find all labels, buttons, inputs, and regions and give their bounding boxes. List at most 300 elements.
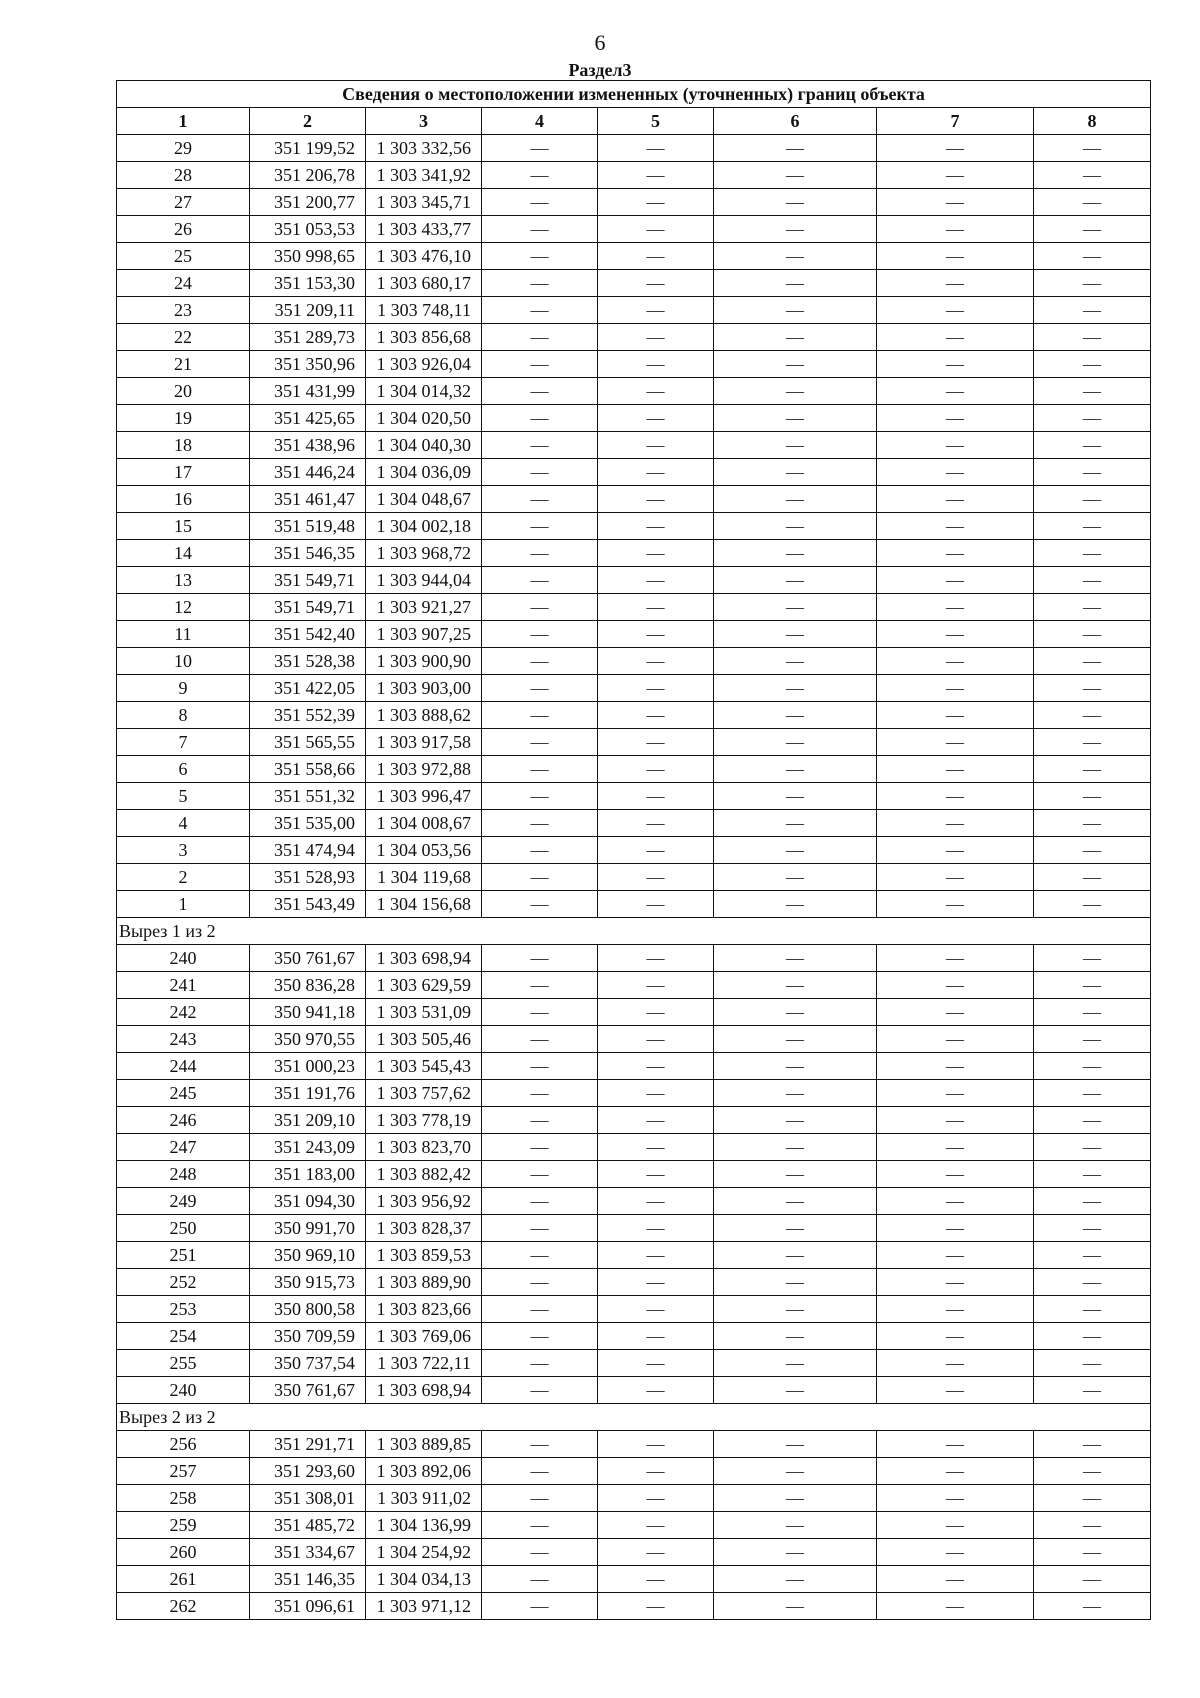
- empty-value-dash: —: [1034, 891, 1151, 918]
- empty-value-dash: —: [714, 297, 877, 324]
- table-row: [117, 1296, 1151, 1323]
- empty-value-dash: —: [598, 1053, 714, 1080]
- table-row: [117, 1485, 1151, 1512]
- table-row: [117, 1188, 1151, 1215]
- empty-value-dash: —: [482, 972, 598, 999]
- empty-value-dash: —: [482, 1215, 598, 1242]
- empty-value-dash: —: [1034, 162, 1151, 189]
- coord-y: 1 303 889,90: [366, 1269, 482, 1296]
- coord-x: 351 000,23: [250, 1053, 366, 1080]
- empty-value-dash: —: [482, 675, 598, 702]
- empty-value-dash: —: [482, 945, 598, 972]
- empty-value-dash: —: [714, 756, 877, 783]
- point-number: 252: [117, 1269, 250, 1296]
- empty-value-dash: —: [482, 1350, 598, 1377]
- empty-value-dash: —: [877, 648, 1034, 675]
- point-number: 12: [117, 594, 250, 621]
- coord-y: 1 303 823,70: [366, 1134, 482, 1161]
- coord-x: 351 485,72: [250, 1512, 366, 1539]
- coord-y: 1 303 778,19: [366, 1107, 482, 1134]
- empty-value-dash: —: [1034, 270, 1151, 297]
- coord-x: 350 970,55: [250, 1026, 366, 1053]
- empty-value-dash: —: [598, 459, 714, 486]
- empty-value-dash: —: [482, 432, 598, 459]
- empty-value-dash: —: [598, 837, 714, 864]
- coord-y: 1 303 698,94: [366, 945, 482, 972]
- empty-value-dash: —: [1034, 297, 1151, 324]
- coord-y: 1 304 048,67: [366, 486, 482, 513]
- coord-y: 1 303 911,02: [366, 1485, 482, 1512]
- table-row: [117, 567, 1151, 594]
- point-number: 4: [117, 810, 250, 837]
- empty-value-dash: —: [1034, 135, 1151, 162]
- table-row: [117, 513, 1151, 540]
- empty-value-dash: —: [877, 1377, 1034, 1404]
- empty-value-dash: —: [482, 1431, 598, 1458]
- table-row: [117, 729, 1151, 756]
- coord-y: 1 303 926,04: [366, 351, 482, 378]
- empty-value-dash: —: [482, 810, 598, 837]
- empty-value-dash: —: [598, 702, 714, 729]
- table-row: [117, 1161, 1151, 1188]
- empty-value-dash: —: [482, 1188, 598, 1215]
- empty-value-dash: —: [482, 1539, 598, 1566]
- point-number: 1: [117, 891, 250, 918]
- empty-value-dash: —: [1034, 972, 1151, 999]
- empty-value-dash: —: [714, 1485, 877, 1512]
- empty-value-dash: —: [1034, 1080, 1151, 1107]
- column-number: 1: [117, 108, 250, 135]
- coord-y: 1 303 748,11: [366, 297, 482, 324]
- point-number: 245: [117, 1080, 250, 1107]
- empty-value-dash: —: [714, 1080, 877, 1107]
- point-number: 10: [117, 648, 250, 675]
- coord-y: 1 303 505,46: [366, 1026, 482, 1053]
- empty-value-dash: —: [877, 1161, 1034, 1188]
- coord-x: 351 552,39: [250, 702, 366, 729]
- table-row: [117, 540, 1151, 567]
- empty-value-dash: —: [877, 837, 1034, 864]
- empty-value-dash: —: [714, 648, 877, 675]
- table-row: [117, 999, 1151, 1026]
- coord-y: 1 304 008,67: [366, 810, 482, 837]
- column-number: 4: [482, 108, 598, 135]
- table-row: [117, 378, 1151, 405]
- coord-y: 1 303 629,59: [366, 972, 482, 999]
- coord-y: 1 304 040,30: [366, 432, 482, 459]
- empty-value-dash: —: [598, 945, 714, 972]
- empty-value-dash: —: [482, 702, 598, 729]
- empty-value-dash: —: [482, 594, 598, 621]
- empty-value-dash: —: [598, 1215, 714, 1242]
- point-number: 243: [117, 1026, 250, 1053]
- empty-value-dash: —: [877, 135, 1034, 162]
- empty-value-dash: —: [598, 1269, 714, 1296]
- empty-value-dash: —: [1034, 351, 1151, 378]
- empty-value-dash: —: [877, 324, 1034, 351]
- coord-x: 351 146,35: [250, 1566, 366, 1593]
- empty-value-dash: —: [1034, 783, 1151, 810]
- empty-value-dash: —: [1034, 1188, 1151, 1215]
- point-number: 247: [117, 1134, 250, 1161]
- coord-x: 351 094,30: [250, 1188, 366, 1215]
- empty-value-dash: —: [877, 459, 1034, 486]
- empty-value-dash: —: [598, 648, 714, 675]
- empty-value-dash: —: [714, 324, 877, 351]
- empty-value-dash: —: [877, 1242, 1034, 1269]
- empty-value-dash: —: [714, 540, 877, 567]
- empty-value-dash: —: [714, 1053, 877, 1080]
- empty-value-dash: —: [714, 1593, 877, 1620]
- empty-value-dash: —: [482, 1080, 598, 1107]
- coord-y: 1 303 332,56: [366, 135, 482, 162]
- empty-value-dash: —: [598, 1161, 714, 1188]
- empty-value-dash: —: [1034, 1107, 1151, 1134]
- point-number: 19: [117, 405, 250, 432]
- empty-value-dash: —: [714, 459, 877, 486]
- empty-value-dash: —: [482, 1242, 598, 1269]
- empty-value-dash: —: [482, 1134, 598, 1161]
- coord-x: 351 474,94: [250, 837, 366, 864]
- empty-value-dash: —: [482, 1107, 598, 1134]
- empty-value-dash: —: [877, 1539, 1034, 1566]
- coord-y: 1 303 698,94: [366, 1377, 482, 1404]
- table-row: [117, 216, 1151, 243]
- column-number: 6: [714, 108, 877, 135]
- empty-value-dash: —: [877, 972, 1034, 999]
- empty-value-dash: —: [1034, 945, 1151, 972]
- table-row: [117, 1269, 1151, 1296]
- contour-subheader-row: [117, 1404, 1151, 1431]
- column-number: 8: [1034, 108, 1151, 135]
- empty-value-dash: —: [877, 594, 1034, 621]
- coord-y: 1 303 341,92: [366, 162, 482, 189]
- empty-value-dash: —: [877, 891, 1034, 918]
- empty-value-dash: —: [598, 378, 714, 405]
- coord-x: 351 350,96: [250, 351, 366, 378]
- empty-value-dash: —: [482, 459, 598, 486]
- empty-value-dash: —: [482, 1458, 598, 1485]
- coord-x: 351 549,71: [250, 594, 366, 621]
- empty-value-dash: —: [877, 243, 1034, 270]
- empty-value-dash: —: [598, 1512, 714, 1539]
- empty-value-dash: —: [1034, 486, 1151, 513]
- empty-value-dash: —: [598, 1377, 714, 1404]
- point-number: 260: [117, 1539, 250, 1566]
- table-row: [117, 783, 1151, 810]
- empty-value-dash: —: [877, 864, 1034, 891]
- empty-value-dash: —: [598, 513, 714, 540]
- empty-value-dash: —: [877, 1188, 1034, 1215]
- empty-value-dash: —: [877, 945, 1034, 972]
- empty-value-dash: —: [482, 1377, 598, 1404]
- empty-value-dash: —: [1034, 1458, 1151, 1485]
- column-number-row: [117, 108, 1151, 135]
- empty-value-dash: —: [598, 1134, 714, 1161]
- empty-value-dash: —: [482, 837, 598, 864]
- coord-y: 1 303 971,12: [366, 1593, 482, 1620]
- table-row: [117, 810, 1151, 837]
- empty-value-dash: —: [877, 810, 1034, 837]
- empty-value-dash: —: [714, 1539, 877, 1566]
- empty-value-dash: —: [714, 486, 877, 513]
- table-row: [117, 162, 1151, 189]
- empty-value-dash: —: [482, 1512, 598, 1539]
- table-row: [117, 1107, 1151, 1134]
- empty-value-dash: —: [598, 1296, 714, 1323]
- table-row: [117, 837, 1151, 864]
- empty-value-dash: —: [714, 1458, 877, 1485]
- coord-y: 1 304 053,56: [366, 837, 482, 864]
- coord-x: 351 183,00: [250, 1161, 366, 1188]
- empty-value-dash: —: [1034, 648, 1151, 675]
- empty-value-dash: —: [482, 297, 598, 324]
- coord-y: 1 304 020,50: [366, 405, 482, 432]
- empty-value-dash: —: [714, 837, 877, 864]
- empty-value-dash: —: [714, 216, 877, 243]
- table-row: [117, 648, 1151, 675]
- empty-value-dash: —: [598, 1026, 714, 1053]
- table-row: [117, 1026, 1151, 1053]
- empty-value-dash: —: [877, 675, 1034, 702]
- empty-value-dash: —: [877, 162, 1034, 189]
- empty-value-dash: —: [1034, 1431, 1151, 1458]
- empty-value-dash: —: [482, 216, 598, 243]
- coord-x: 351 438,96: [250, 432, 366, 459]
- empty-value-dash: —: [877, 1512, 1034, 1539]
- empty-value-dash: —: [1034, 1593, 1151, 1620]
- empty-value-dash: —: [877, 540, 1034, 567]
- table-row: [117, 1431, 1151, 1458]
- empty-value-dash: —: [598, 1242, 714, 1269]
- empty-value-dash: —: [598, 1539, 714, 1566]
- empty-value-dash: —: [877, 378, 1034, 405]
- empty-value-dash: —: [598, 189, 714, 216]
- empty-value-dash: —: [877, 216, 1034, 243]
- empty-value-dash: —: [714, 351, 877, 378]
- empty-value-dash: —: [598, 540, 714, 567]
- empty-value-dash: —: [1034, 1377, 1151, 1404]
- empty-value-dash: —: [714, 1323, 877, 1350]
- empty-value-dash: —: [1034, 1485, 1151, 1512]
- table-row: [117, 135, 1151, 162]
- point-number: 18: [117, 432, 250, 459]
- empty-value-dash: —: [1034, 1512, 1151, 1539]
- point-number: 27: [117, 189, 250, 216]
- empty-value-dash: —: [877, 405, 1034, 432]
- empty-value-dash: —: [598, 972, 714, 999]
- empty-value-dash: —: [1034, 1566, 1151, 1593]
- page-number: 6: [594, 30, 606, 55]
- coord-y: 1 303 903,00: [366, 675, 482, 702]
- point-number: 24: [117, 270, 250, 297]
- coord-y: 1 303 433,77: [366, 216, 482, 243]
- empty-value-dash: —: [714, 1377, 877, 1404]
- table-row: [117, 189, 1151, 216]
- empty-value-dash: —: [482, 621, 598, 648]
- coord-x: 351 431,99: [250, 378, 366, 405]
- coord-x: 351 199,52: [250, 135, 366, 162]
- empty-value-dash: —: [598, 135, 714, 162]
- empty-value-dash: —: [598, 324, 714, 351]
- empty-value-dash: —: [598, 1080, 714, 1107]
- empty-value-dash: —: [714, 1242, 877, 1269]
- empty-value-dash: —: [598, 1485, 714, 1512]
- table-row: [117, 1566, 1151, 1593]
- table-row: [117, 351, 1151, 378]
- coord-y: 1 303 956,92: [366, 1188, 482, 1215]
- coord-y: 1 303 972,88: [366, 756, 482, 783]
- coord-x: 351 153,30: [250, 270, 366, 297]
- coord-y: 1 303 856,68: [366, 324, 482, 351]
- empty-value-dash: —: [482, 648, 598, 675]
- coord-x: 351 565,55: [250, 729, 366, 756]
- point-number: 254: [117, 1323, 250, 1350]
- empty-value-dash: —: [598, 432, 714, 459]
- table-row: [117, 405, 1151, 432]
- coord-x: 351 243,09: [250, 1134, 366, 1161]
- empty-value-dash: —: [714, 729, 877, 756]
- empty-value-dash: —: [714, 1431, 877, 1458]
- empty-value-dash: —: [598, 216, 714, 243]
- empty-value-dash: —: [1034, 1269, 1151, 1296]
- coord-x: 351 528,38: [250, 648, 366, 675]
- point-number: 251: [117, 1242, 250, 1269]
- point-number: 5: [117, 783, 250, 810]
- coord-y: 1 303 996,47: [366, 783, 482, 810]
- table-row: [117, 1215, 1151, 1242]
- empty-value-dash: —: [1034, 1053, 1151, 1080]
- empty-value-dash: —: [714, 1161, 877, 1188]
- coord-x: 351 446,24: [250, 459, 366, 486]
- point-number: 11: [117, 621, 250, 648]
- empty-value-dash: —: [598, 621, 714, 648]
- table-row: [117, 1323, 1151, 1350]
- coord-x: 350 998,65: [250, 243, 366, 270]
- coord-y: 1 303 917,58: [366, 729, 482, 756]
- point-number: 28: [117, 162, 250, 189]
- table-row: [117, 243, 1151, 270]
- empty-value-dash: —: [1034, 459, 1151, 486]
- point-number: 15: [117, 513, 250, 540]
- coord-x: 351 425,65: [250, 405, 366, 432]
- empty-value-dash: —: [877, 999, 1034, 1026]
- empty-value-dash: —: [714, 810, 877, 837]
- coord-x: 350 761,67: [250, 945, 366, 972]
- point-number: 244: [117, 1053, 250, 1080]
- table-row: [117, 459, 1151, 486]
- empty-value-dash: —: [482, 567, 598, 594]
- contour-subheader-row: [117, 918, 1151, 945]
- empty-value-dash: —: [877, 1080, 1034, 1107]
- empty-value-dash: —: [714, 567, 877, 594]
- empty-value-dash: —: [482, 1485, 598, 1512]
- coord-x: 350 969,10: [250, 1242, 366, 1269]
- empty-value-dash: —: [714, 513, 877, 540]
- empty-value-dash: —: [598, 567, 714, 594]
- point-number: 240: [117, 945, 250, 972]
- table-row: [117, 702, 1151, 729]
- empty-value-dash: —: [1034, 405, 1151, 432]
- point-number: 14: [117, 540, 250, 567]
- empty-value-dash: —: [1034, 378, 1151, 405]
- empty-value-dash: —: [877, 1269, 1034, 1296]
- column-number: 3: [366, 108, 482, 135]
- empty-value-dash: —: [877, 1566, 1034, 1593]
- empty-value-dash: —: [1034, 243, 1151, 270]
- empty-value-dash: —: [482, 135, 598, 162]
- table-row: [117, 945, 1151, 972]
- table-row: [117, 270, 1151, 297]
- empty-value-dash: —: [877, 351, 1034, 378]
- empty-value-dash: —: [598, 486, 714, 513]
- empty-value-dash: —: [482, 1593, 598, 1620]
- table-row: [117, 1512, 1151, 1539]
- empty-value-dash: —: [482, 1161, 598, 1188]
- table-row: [117, 1593, 1151, 1620]
- coord-x: 351 334,67: [250, 1539, 366, 1566]
- point-number: 17: [117, 459, 250, 486]
- coord-y: 1 303 757,62: [366, 1080, 482, 1107]
- table-row: [117, 1080, 1151, 1107]
- point-number: 253: [117, 1296, 250, 1323]
- empty-value-dash: —: [877, 486, 1034, 513]
- coord-y: 1 304 156,68: [366, 891, 482, 918]
- point-number: 249: [117, 1188, 250, 1215]
- coord-y: 1 304 034,13: [366, 1566, 482, 1593]
- coord-x: 351 191,76: [250, 1080, 366, 1107]
- empty-value-dash: —: [877, 270, 1034, 297]
- empty-value-dash: —: [1034, 837, 1151, 864]
- point-number: 3: [117, 837, 250, 864]
- empty-value-dash: —: [482, 756, 598, 783]
- empty-value-dash: —: [598, 729, 714, 756]
- empty-value-dash: —: [714, 162, 877, 189]
- empty-value-dash: —: [482, 540, 598, 567]
- coord-y: 1 304 254,92: [366, 1539, 482, 1566]
- empty-value-dash: —: [877, 1053, 1034, 1080]
- empty-value-dash: —: [598, 1188, 714, 1215]
- table-row: [117, 1350, 1151, 1377]
- empty-value-dash: —: [877, 1431, 1034, 1458]
- coord-y: 1 304 119,68: [366, 864, 482, 891]
- empty-value-dash: —: [1034, 567, 1151, 594]
- table-row: [117, 1134, 1151, 1161]
- empty-value-dash: —: [877, 1485, 1034, 1512]
- point-number: 259: [117, 1512, 250, 1539]
- empty-value-dash: —: [482, 351, 598, 378]
- empty-value-dash: —: [598, 891, 714, 918]
- point-number: 258: [117, 1485, 250, 1512]
- table-body: [117, 135, 1151, 1620]
- point-number: 242: [117, 999, 250, 1026]
- table-row: [117, 864, 1151, 891]
- coord-x: 351 543,49: [250, 891, 366, 918]
- coord-x: 350 941,18: [250, 999, 366, 1026]
- point-number: 257: [117, 1458, 250, 1485]
- coord-x: 351 549,71: [250, 567, 366, 594]
- coord-y: 1 303 888,62: [366, 702, 482, 729]
- empty-value-dash: —: [598, 162, 714, 189]
- table-row: [117, 1539, 1151, 1566]
- empty-value-dash: —: [598, 243, 714, 270]
- empty-value-dash: —: [1034, 513, 1151, 540]
- coord-y: 1 303 345,71: [366, 189, 482, 216]
- empty-value-dash: —: [877, 1593, 1034, 1620]
- coord-x: 351 558,66: [250, 756, 366, 783]
- coord-y: 1 303 722,11: [366, 1350, 482, 1377]
- empty-value-dash: —: [1034, 810, 1151, 837]
